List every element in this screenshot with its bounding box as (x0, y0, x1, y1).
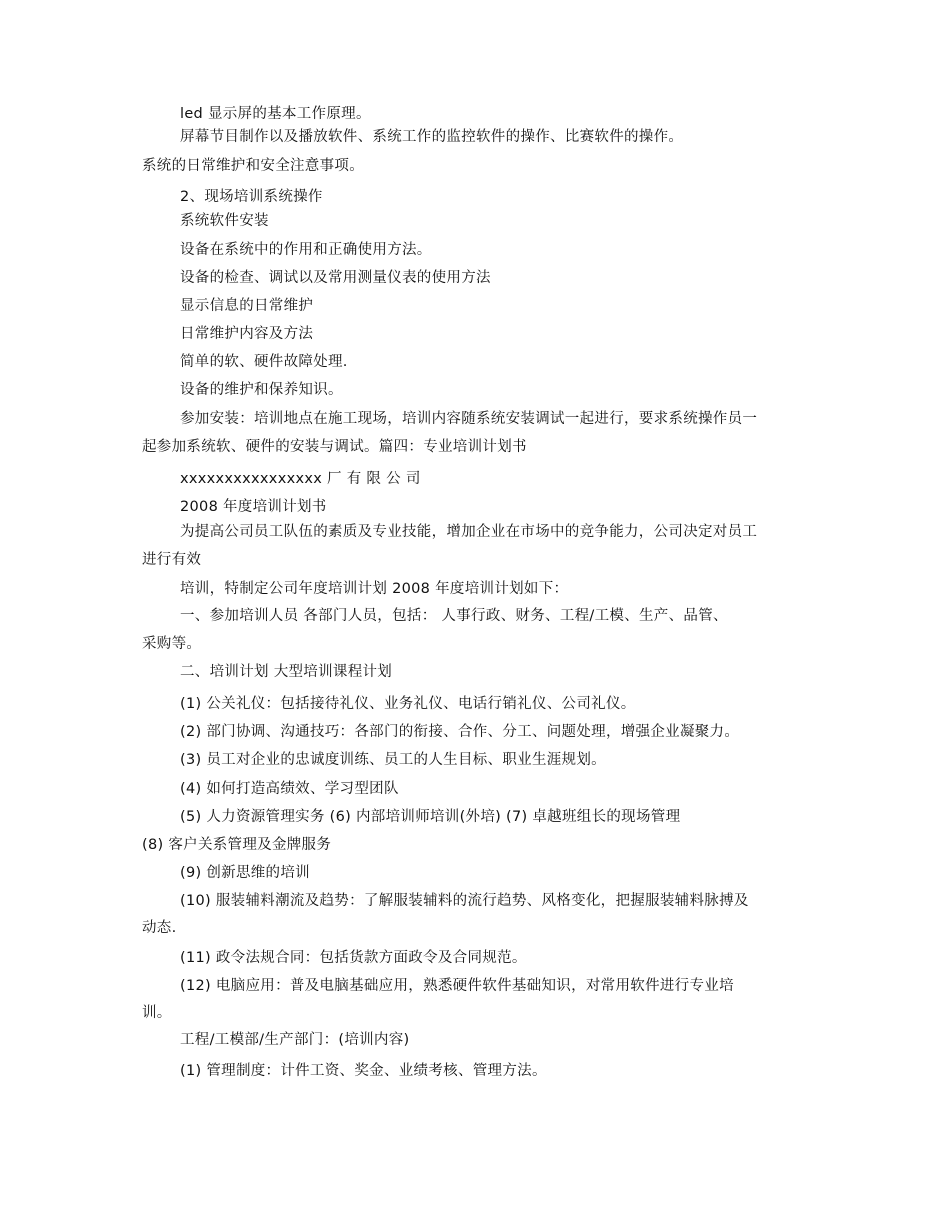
section-heading: 一、参加培训人员 各部门人员，包括： 人事行政、财务、工程/工模、生产、品管、 (180, 608, 728, 624)
text-line: 显示信息的日常维护 (180, 298, 314, 314)
text-line: 设备的检查、调试以及常用测量仪表的使用方法 (180, 270, 491, 286)
list-item: (5) 人力资源管理实务 (6) 内部培训师培训(外培) (7) 卓越班组长的现场管理 (180, 809, 681, 825)
text-line: 日常维护内容及方法 (180, 326, 314, 342)
list-item: (12) 电脑应用：普及电脑基础应用，熟悉硬件软件基础知识，对常用软件进行专业培 (180, 978, 734, 994)
text-line: 采购等。 (142, 636, 202, 652)
list-item: (1) 公关礼仪：包括接待礼仪、业务礼仪、电话行销礼仪、公司礼仪。 (180, 696, 636, 712)
plan-title: 2008 年度培训计划书 (180, 499, 327, 515)
list-item: (4) 如何打造高绩效、学习型团队 (180, 781, 399, 797)
section-heading: 二、培训计划 大型培训课程计划 (180, 664, 393, 680)
text-line: 简单的软、硬件故障处理. (180, 354, 348, 370)
text-line: 设备的维护和保养知识。 (180, 382, 343, 398)
text-line: 2、现场培训系统操作 (180, 189, 323, 205)
text-line: 进行有效 (142, 552, 202, 568)
text-line: 系统的日常维护和安全注意事项。 (142, 158, 364, 174)
text-line: 系统软件安装 (180, 213, 269, 229)
list-item: (1) 管理制度：计件工资、奖金、业绩考核、管理方法。 (180, 1063, 547, 1079)
list-item: (3) 员工对企业的忠诚度训练、员工的人生目标、职业生涯规划。 (180, 752, 606, 768)
text-line: 设备在系统中的作用和正确使用方法。 (180, 242, 432, 258)
list-item: (8) 客户关系管理及金牌服务 (142, 837, 332, 853)
text-line: 起参加系统软、硬件的安装与调试。篇四：专业培训计划书 (142, 439, 527, 455)
text-line: 培训，特制定公司年度培训计划 2008 年度培训计划如下： (180, 581, 569, 597)
list-item: (9) 创新思维的培训 (180, 865, 310, 881)
company-heading: xxxxxxxxxxxxxxxx 厂 有 限 公 司 (180, 471, 421, 487)
text-line: led 显示屏的基本工作原理。 (180, 106, 371, 122)
text-line: 屏幕节目制作以及播放软件、系统工作的监控软件的操作、比赛软件的操作。 (180, 129, 684, 145)
text-line: 参加安装：培训地点在施工现场，培训内容随系统安装调试一起进行，要求系统操作员一 (180, 411, 758, 427)
list-item: (10) 服装辅料潮流及趋势：了解服装辅料的流行趋势、风格变化，把握服装辅料脉搏及 (180, 893, 749, 909)
list-item: (2) 部门协调、沟通技巧：各部门的衔接、合作、分工、问题处理，增强企业凝聚力。 (180, 724, 740, 740)
text-line: 训。 (142, 1005, 172, 1021)
list-item: (11) 政令法规合同：包括货款方面政令及合同规范。 (180, 950, 527, 966)
section-heading: 工程/工模部/生产部门：(培训内容) (180, 1032, 410, 1048)
text-line: 为提高公司员工队伍的素质及专业技能，增加企业在市场中的竞争能力，公司决定对员工 (180, 524, 758, 540)
text-line: 动态. (142, 920, 177, 936)
